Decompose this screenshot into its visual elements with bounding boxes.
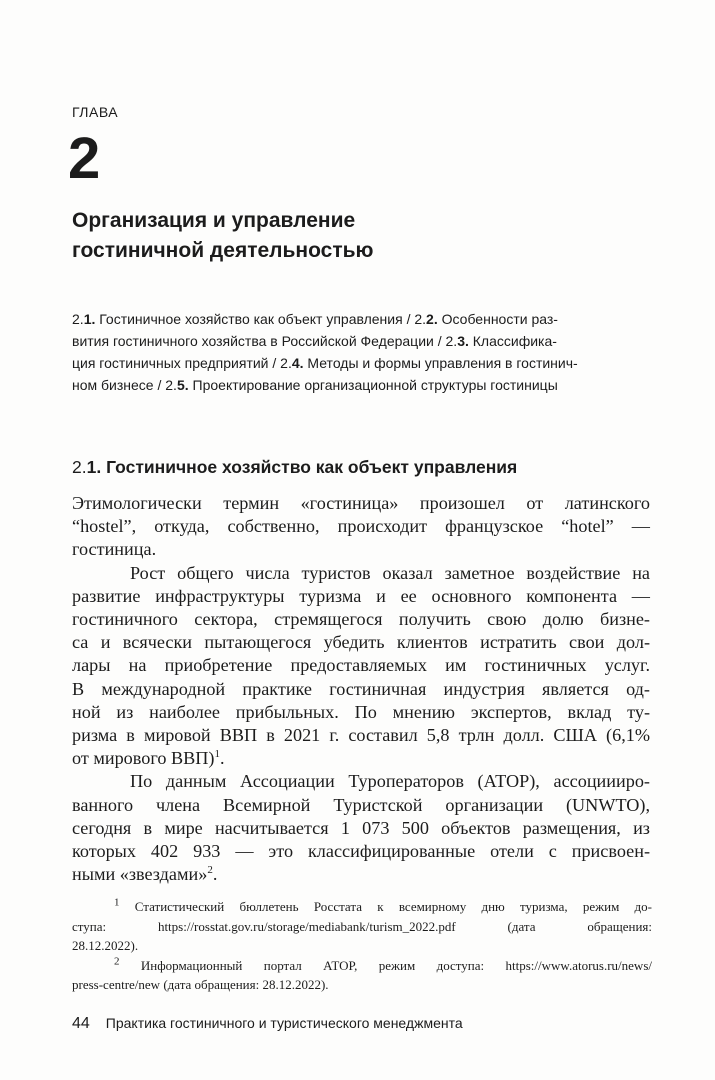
footnote-marker: 1 xyxy=(114,896,120,909)
section-heading: 2.1. Гостиничное хозяйство как объект управления xyxy=(72,457,518,477)
footnote-line: $^2$ Информационный портал АТОР, режим доступа: https://www.atorus.ru/news/ xyxy=(114,955,652,973)
running-title: Практика гостиничного и туристического менеджмента xyxy=(105,1015,463,1031)
body-line: В международной практике гостиничная индустрия является од- xyxy=(72,678,650,699)
body-line: ной из наиболее прибыльных. По мнению экспертов, вклад ту- xyxy=(72,701,650,722)
footnote-line: $^1$ Статистический бюллетень Росстата к всемирному дню туризма, режим до- xyxy=(114,896,652,914)
body-line: ризма в мировой ВВП в 2021 г. составил 5,8 трлн долл. США (6,1% xyxy=(72,725,650,746)
footnote-line: 28.12.2022). xyxy=(72,938,139,953)
body-line: “hostel”, откуда, собственно, происходит французское “hotel” — xyxy=(72,516,650,537)
body-line: гостиничного сектора, стремящегося получить свою долю бизне- xyxy=(72,609,650,630)
body-line: сегодня в мире насчитывается 1 073 500 объектов размещения, из xyxy=(72,817,650,838)
chapter-title-line: гостиничной деятельностью xyxy=(72,239,374,262)
page-footer xyxy=(72,1015,463,1033)
body-line: Этимологически термин «гостиница» произошел от латинского xyxy=(72,493,650,513)
toc-line: 2.1. Гостиничное хозяйство как объект управления / 2.2. Особенности раз- xyxy=(72,311,558,327)
chapter-contents xyxy=(72,308,652,396)
body-line: которых 402 933 — это классифицированные отели с присвоен- xyxy=(72,841,650,862)
body-line: развитие инфраструктуры туризма и ее основного компонента — xyxy=(72,585,650,606)
chapter-label: ГЛАВА xyxy=(72,104,119,120)
body-text xyxy=(72,492,650,886)
chapter-title xyxy=(72,206,632,266)
footnote-line: press-centre/new (дата обращения: 28.12.2022). xyxy=(72,977,329,992)
toc-line: ном бизнесе / 2.5. Проектирование организационной структуры гостиницы xyxy=(72,377,558,393)
body-line: ванного члена Всемирной Туристской организации (UNWTO), xyxy=(72,794,650,815)
footnote-ref[interactable]: 1 xyxy=(214,748,220,761)
body-line: гостиница. xyxy=(72,539,157,560)
body-line: ными «звездами»$^2$. xyxy=(72,864,218,885)
chapter-title-line: Организация и управление xyxy=(72,209,356,232)
body-line: По данным Ассоциации Туроператоров (АТОР), ассоциииро- xyxy=(130,771,650,792)
body-line: лары на приобретение предоставляемых им гостиничных услуг. xyxy=(72,655,650,676)
page-number: 44 xyxy=(72,1015,90,1032)
body-line: от мирового ВВП)$^1$. xyxy=(72,748,225,769)
footnote-ref[interactable]: 2 xyxy=(207,864,213,877)
body-line: са и всячески пытающегося убедить клиентов истратить свои дол- xyxy=(72,632,650,653)
body-line: Рост общего числа туристов оказал заметное воздействие на xyxy=(130,562,650,583)
chapter-number: 2 xyxy=(68,126,101,191)
toc-line: ция гостиничных предприятий / 2.4. Методы и формы управления в гостинич- xyxy=(72,355,578,371)
footnote-line: ступа: https://rosstat.gov.ru/storage/mediabank/turism_2022.pdf (дата обращения: xyxy=(72,918,652,934)
footnote-marker: 2 xyxy=(114,955,120,968)
toc-line: вития гостиничного хозяйства в Российской Федерации / 2.3. Классифика- xyxy=(72,333,557,349)
footnotes xyxy=(72,897,652,995)
